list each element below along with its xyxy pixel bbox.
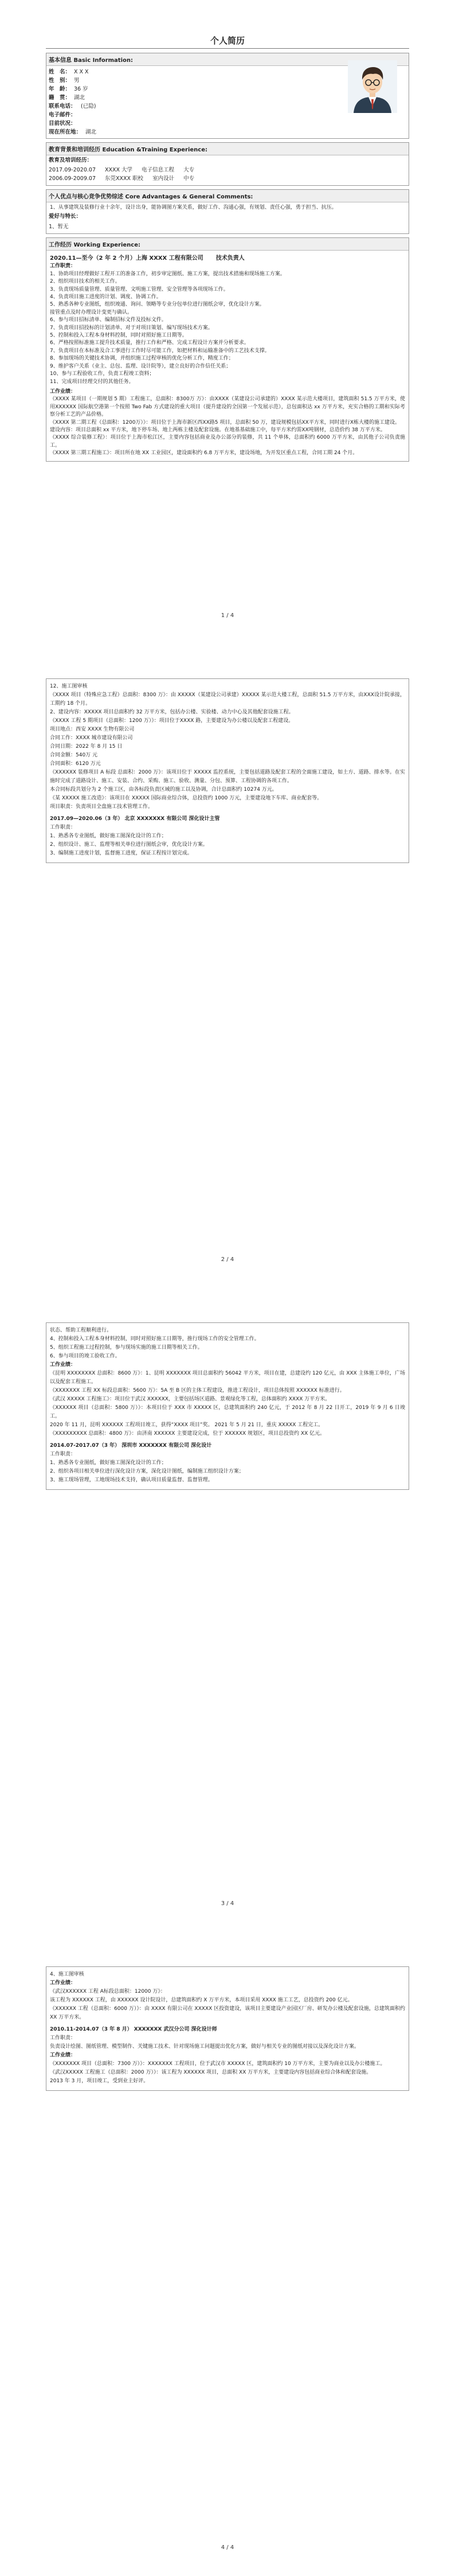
- text-line: 合同日期：2022 年 8 月 15 日: [50, 744, 123, 750]
- achievement-item: 《XXXXXXXXX 总面积：4800 万》：由济南 XXXXXX 主要建设完成，位于 XXXXXX 规划区，项目总投资约 XX 亿元。: [50, 1431, 325, 1437]
- achievement-label: 工作业绩：: [50, 2052, 76, 2058]
- duty-item: 接管重点及时办理设计变更与确认。: [50, 309, 133, 315]
- achievement-item: 《XXXXXX 装修项目 A 标段 总面积：2000 万》：该项目位于 XXXXX 监控系统，主要包括道路及配套工程的全面施工建设，如土方、道路、排水等。在实施时完成了道路设计、施工、安装、合约、采购、施工、验收、测量、分包、预算、工程协调的各项工作。: [50, 770, 405, 784]
- location-row: [46, 128, 409, 136]
- duty-item: 1、熟悉各专业图纸，做好施工图深化设计的工作；: [50, 833, 167, 839]
- achievement-item: 《XXXXXXX 项目（总面积：7300 万）》：XXXXXXX 工程项目，位于武汉市 XXXXX 区，建筑面积约 10 万平方米，主要为商业以及办公楼施工。: [50, 2061, 386, 2067]
- page-3: [0, 1288, 455, 1932]
- advantages-header: 个人优点与核心竞争优势综述 Core Advantages & General Comments:: [46, 190, 409, 202]
- education-row: [46, 166, 409, 174]
- duty-item: 负责设计绘图、图纸管理、模型制作、关键施工技术、针对现场施工问题提出优化方案，做好与相关专业的图纸对接以及深化设计方案。: [50, 2044, 360, 2050]
- phone-value: (已隐): [81, 103, 96, 110]
- age-value: 36 岁: [74, 86, 88, 92]
- text-line: 合同面积：6120 万元: [50, 761, 101, 767]
- achievement-item: 《XXXX 工程 5 期项目（总面积：1200 万）》：项目位于XXXX 路，主要建设为办公楼以及配套工程建设。: [50, 718, 294, 724]
- duty-item: 3、负责现场质量管理、质量管理、文明施工管理、安全管理等各项现场工作。: [50, 286, 229, 292]
- duty-label: 工作职责：: [50, 263, 76, 270]
- text-line: 项目职责：负责项目全盘施工技术管理工作。: [50, 804, 154, 810]
- achievement-item: 《某 XXXXX 施工改造》：该项目在 XXXXX 国际商业综合体，总投资约 1000 万元，主要建设地下车库、商业配套等。: [50, 795, 323, 801]
- achievement-item: 《XXXXXX 工程（总面积：6000 万）》：由 XXXX 有限公司在 XXXXX 区投资建设，该项目主要建设产业园区厂房、研发办公楼及配套设施，总建筑面积约 XX 万平方米。: [50, 2006, 405, 2020]
- education-subheader: 教育及培训经历：: [49, 157, 93, 163]
- duty-item: 8、参加现场的关键技术协调，并组织施工过程审核的优化分析工作，精度工作；: [50, 356, 234, 362]
- text-line: 2013 年 3 月，项目竣工，受到业主好评。: [50, 2078, 149, 2084]
- duty-item: 3、编制施工进度计划，监督施工进度，保证工程按计划完成。: [50, 850, 193, 856]
- duty-item: 7、负责项目招投标的计划清单、对于对项目策划、编写现场技术方案。: [50, 325, 213, 331]
- achievement-item: 《武汉XXXXX 工程施工（总面积：2000 万）》：该工程为 XXXXXX 项目，总面积 XX 万平方米，主要建设内容包括商业综合体和配套设施。: [50, 2070, 372, 2075]
- hobby-label: 爱好与特长：: [49, 213, 82, 220]
- edu-period: 2017.09-2020.07: [49, 167, 96, 173]
- achievement-item: 《XXXX 第二期工程（总面积：1200万）》：项目位于上海市新区西XX路5 项目，总面积 50 万，建设规模包括XX平方米，同时进行X栋大楼的施工建设。: [50, 419, 401, 426]
- duty-item: 6、参与项目招标清单、编制招标文件及投标文件。: [50, 317, 167, 323]
- duty-item: 2、组织设计、施工、监理等相关单位进行图纸会审，优化设计方案。: [50, 842, 208, 848]
- achievement-item: 《XXXX 第三期工程施工》：项目所在地 XX 工业园区，建设面积约 6.8 万平方米，建设场地，为开发区重点工程，合同工期 24 个月。: [50, 450, 358, 456]
- job-duties: [46, 263, 409, 386]
- gender-value: 男: [74, 77, 80, 84]
- achievement-item: 《XXXXXXX 工程 XX 标段总面积：5600 万》：5A 至 B 区的主体工程建设，推进工程设计，项目总体按照 XXXXXX 标准进行。: [50, 1388, 345, 1394]
- text-line: 状态、帮助工程顺利进行。: [50, 1328, 112, 1333]
- duty-item: 6、参与项目的竣工验收工作。: [50, 1353, 120, 1359]
- title-divider: [46, 48, 409, 49]
- duty-item: 5、组织工程施工过程控制，参与现场实施的施工日期等相关工作。: [50, 1345, 203, 1351]
- edu-period: 2006.09-2009.07: [49, 175, 96, 182]
- duty-item: 4、控制和投入工程本身材料控制，同时对照好施工日期等，推行现场工作的安全管理工作。: [50, 1336, 260, 1342]
- origin-label: 籍 贯：: [49, 95, 71, 101]
- origin-value: 湖北: [74, 95, 85, 101]
- text-line: 12、施工图审核: [50, 684, 88, 689]
- page-4: [0, 1932, 455, 2576]
- job-period-company: 2020.11—至今（2 年 2 个月）上海 XXXX 工程有限公司: [50, 255, 203, 262]
- page-1: [0, 0, 455, 644]
- achievement-item: 《昆明 XXXXXXXX 总面积：8600 万》：1、昆明 XXXXXXX 项目总面积约 56042 平方米，项目在建，总建设约 120 亿元，由 XXX 主体施工单位，广场以及配套工程施工。: [50, 1371, 405, 1385]
- status-row: [46, 119, 409, 128]
- basic-info-section: [46, 53, 409, 139]
- page-number: 3 / 4: [221, 1900, 234, 1907]
- page-number: 1 / 4: [221, 612, 234, 619]
- achievement-label: 工作业绩：: [50, 1362, 76, 1368]
- name-label: 姓 名：: [49, 69, 71, 75]
- duty-item: 7、负责项目在本标准及合工事进行工作时尽可能工作，如把材料和运输准备中的工艺技术支撑。: [50, 348, 270, 354]
- name-value: X X X: [74, 69, 89, 75]
- duty-item: 11、完成项目经理交付的其他任务。: [50, 378, 134, 385]
- achievement-item: 《XXXX 项目（特殊应急工程）总面积：8300 万》：由 XXXXX（某建设公司承建）XXXXX 某示范大楼工程，总面积 51.5 万平方米，由XXX设计院承接，工期约 18 个月。: [50, 692, 405, 707]
- avatar: [348, 60, 397, 113]
- text-line: 该工程为 XXXXXX 工程，由 XXXXXX 设计院设计，总建筑面积约 X 万平方米，本项目采用 XXXX 施工工艺，总投资约 200 亿元。: [50, 1997, 353, 2003]
- work-continued: [46, 1322, 409, 1490]
- job-achievements: [46, 386, 409, 461]
- text-line: 2020 年 11 月，昆明 XXXXXX 工程项目竣工，获得“XXXX 项目”奖。 2021 年 5 月 21 日，重庆 XXXXX 工程完工。: [50, 1422, 324, 1428]
- basic-info-header: 基本信息 Basic Information:: [46, 53, 409, 66]
- duty-label: 工作职责：: [50, 825, 76, 830]
- duty-item: 2、组织项目技术的相关工作。: [50, 279, 120, 285]
- achievement-item: 建设内容：项目总面积 xx 平方米，地下停车场、地上两栋主楼及配套设施。在地基基础施工中，每平方米约需XX吨钢材，总造价约 38 万平方米。: [50, 427, 386, 433]
- achievement-item: 《XXXX 综合装修工程》：项目位于上海市松江区，主要内容包括商业及办公部分的装修，共 11 个单体，总面积约 6000 万平方米，由其他子公司负责施工。: [50, 435, 405, 448]
- edu-degree: 中专: [183, 175, 195, 182]
- work-section: [46, 237, 409, 461]
- duty-item: 5、熟悉各种专业图纸，组织竣通、询问、领略等专业分包单位进行图纸会审，优化设计方案。: [50, 302, 265, 308]
- duty-item: 1、熟悉各专业图纸，做好施工图深化设计的工作；: [50, 1460, 167, 1466]
- edu-major: 室内设计: [152, 175, 175, 182]
- status-label: 目前状况：: [49, 120, 76, 127]
- page-2: [0, 644, 455, 1288]
- text-line: 4、施工图审核: [50, 1972, 84, 1977]
- text-line: 合同工作：XXXX 城市建设有限公司: [50, 735, 133, 741]
- email-label: 电子邮件：: [49, 112, 76, 118]
- text-line: 合同金额：540万 元: [50, 752, 98, 758]
- text-line: 2、建设内容：XXXXX 项目总面积约 32 万平方米，包括办公楼、实验楼、动力中心及其他配套设施工程。: [50, 709, 294, 715]
- work-header: 工作经历 Working Experience:: [46, 238, 409, 251]
- edu-school: XXXX 大学: [105, 167, 133, 173]
- duty-item: 10、参与工程验收工作，负责工程竣工资料；: [50, 371, 155, 377]
- achievement-item: 《XXXXXX 项目（总面积：5800 万）》：本项目位于 XXX 市 XXXXX 区，总建筑面积约 240 亿元，于 2012 年 8 月 22 日开工，2019 年 9 月 6 日竣工。: [50, 1405, 405, 1419]
- work-continued: [46, 678, 409, 863]
- duty-item: 3、施工现场管理，工地现场技术支持，确认项目质量监督、监督管理。: [50, 1477, 213, 1483]
- achievement-label: 工作业绩：: [50, 1980, 76, 1986]
- phone-label: 联系电话：: [49, 103, 76, 110]
- duty-item: 2、组织各项目相关单位进行深化设计方案，深化设计图纸，编制施工组织设计方案；: [50, 1469, 244, 1474]
- duty-item: 9、维护客户关系（业主、总包、监理、设计院等），建立良好的合作信任关系；: [50, 363, 232, 369]
- text-line: 本合同标段共划分为 2 个施工区，由各标段负责区域的施工以及协调，合计总面积约 10274 万元。: [50, 787, 277, 793]
- hobby-value: 1、暂无: [49, 224, 69, 231]
- page-number: 2 / 4: [221, 1256, 234, 1263]
- duty-label: 工作职责：: [50, 2035, 76, 2041]
- edu-school: 东莞XXXX 职校: [105, 175, 144, 182]
- achievement-item: 《武汉XXXXXX 工程 A标段总面积：12000 万》：: [50, 1989, 166, 1995]
- advantages-text: 1、从事建筑及装修行业十余年，设计出身，能协调图方案关系，做好工作、沟通心强，有规划、责任心强，勇于担当、抗压。: [50, 205, 337, 210]
- job-role: 技术负责人: [215, 255, 245, 262]
- education-row: [46, 174, 409, 185]
- education-header: 教育背景和培训经历 Education &Training Experience:: [46, 143, 409, 155]
- job-header: 2017.09—2020.06（3 年） 北京 XXXXXXX 有限公司 深化设计主管: [50, 816, 220, 822]
- advantages-section: [46, 189, 409, 234]
- edu-major: 电子信息工程: [142, 167, 175, 173]
- achievement-label: 工作业绩：: [50, 388, 76, 395]
- work-continued: [46, 1966, 409, 2091]
- location-value: 湖北: [85, 129, 97, 135]
- duty-item: 1、协助项目经理做好工程开工的准备工作，初步审定图纸、施工方案，提出技术措施和现场施工方案。: [50, 271, 285, 277]
- duty-label: 工作职责：: [50, 1451, 76, 1457]
- location-label: 现在所在地：: [49, 129, 82, 135]
- job-header: 2014.07-2017.07（3 年） 深圳市 XXXXXXX 有限公司 深化设计: [50, 1443, 212, 1449]
- duty-item: 5、控制和投入工程本身材料控制，同时对照好施工日期等。: [50, 333, 187, 339]
- achievement-item: 《武汉 XXXXX 工程施工》：项目位于武汉 XXXXXX，主要包括场区道路、景观绿化等工程，总体面积约 XXXX 万平方米。: [50, 1396, 331, 1402]
- job-header: [46, 251, 409, 263]
- duty-item: 6、严格按照标准施工提升技术质量，推行工作和严格、完成工程设计方案并分析要求。: [50, 340, 249, 346]
- job-header: 2010.11-2014.07（3 年 8 月） XXXXXXX 武汉分公司 深化设计师: [50, 2027, 217, 2032]
- education-section: [46, 142, 409, 186]
- text-line: 项目地点：西安 XXXX 生物有限公司: [50, 727, 135, 732]
- gender-label: 性 别：: [49, 77, 71, 84]
- duty-item: 4、负责项目施工进度的计划、调度、协调工作。: [50, 294, 162, 300]
- page-number: 4 / 4: [221, 2544, 234, 2551]
- resume-title: 个人简历: [210, 36, 245, 46]
- age-label: 年 龄：: [49, 86, 71, 92]
- achievement-item: 《XXXX 某项目（一期规划 5 期）工程施工，总面积：8300万 万》：由XXXX（某建设公司承建的）XXXX 某示范大楼项目，建筑面积 51.5 万平方米，使用XXXXXX 国际航空港第一个按照 Two Fab 方式建设的重大项目（提升建设的全国第一个发展示范），总包面积达 xx 万平方米，充实合格的工期和实际考察分析工艺的产品价格。: [50, 396, 405, 418]
- edu-degree: 大专: [183, 167, 195, 173]
